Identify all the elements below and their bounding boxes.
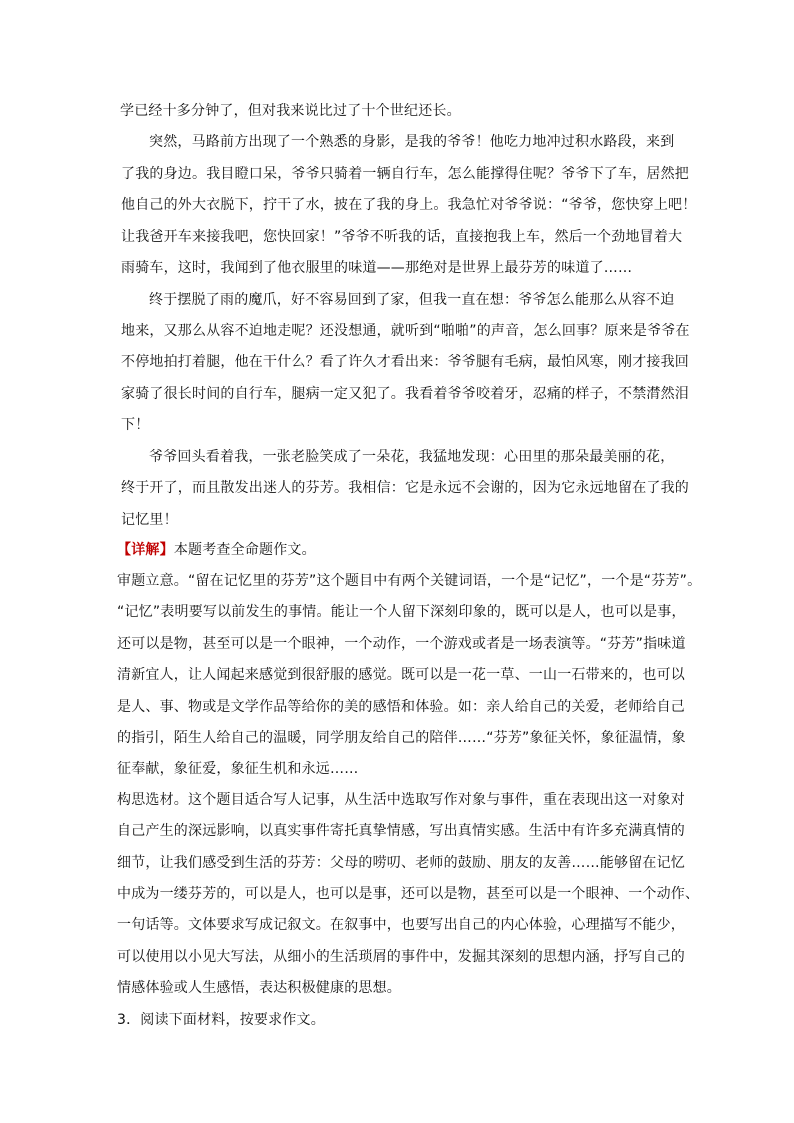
essay-line: 记忆里！ — [121, 512, 178, 528]
analysis-line: 是人、事、物或是文学作品等给你的美的感悟和体验。如：亲人给自己的关爱，老师给自己 — [117, 699, 685, 715]
analysis-line: 细节，让我们感受到生活的芬芳：父母的唠叨、老师的鼓励、朋友的友善……能够留在记忆 — [117, 855, 685, 871]
essay-line: 学已经十多分钟了，但对我来说比过了十个世纪还长。 — [120, 103, 461, 119]
analysis-line: 可以使用以小见大写法，从细小的生活琐屑的事件中，发掘其深刻的思想内涵，抒写自己的 — [117, 949, 685, 965]
analysis-line: 征奉献，象征爱，象征生机和永远…… — [117, 761, 359, 777]
analysis-line: 中成为一缕芬芳的，可以是人，也可以是事，还可以是物，甚至可以是一个眼神、一个动作、 — [117, 886, 700, 902]
essay-line: 雨骑车，这时，我闻到了他衣服里的味道——那绝对是世界上最芬芳的味道了…… — [121, 260, 633, 276]
analysis-intro: 本题考查全命题作文。 — [173, 542, 316, 558]
analysis-line: “记忆”表明要写以前发生的事情。能让一个人留下深刻印象的，既可以是人，也可以是事， — [117, 604, 686, 620]
essay-line: 了我的身边。我目瞪口呆，爷爷只骑着一辆自行车，怎么能撑得住呢？爷爷下了车，居然把 — [121, 166, 689, 182]
essay-line: 让我爸开车来接我吧，您快回家！”爷爷不听我的话，直接抱我上车，然后一个劲地冒着大 — [121, 229, 683, 245]
analysis-line: 审题立意。“留在记忆里的芬芳”这个题目中有两个关键词语，一个是“记忆”，一个是“芬芳”。 — [117, 573, 702, 589]
essay-line: 突然，马路前方出现了一个熟悉的身影，是我的爷爷！他吃力地冲过积水路段，来到 — [149, 134, 675, 150]
analysis-line: 情感体验或人生感悟，表达积极健康的思想。 — [117, 980, 401, 996]
analysis-tag: 【详解】 — [117, 542, 174, 558]
essay-line: 终于摆脱了雨的魔爪，好不容易回到了家，但我一直在想：爷爷怎么能那么从容不迫 — [149, 292, 675, 308]
essay-line: 爷爷回头看着我，一张老脸笑成了一朵花，我猛地发现：心田里的那朵最美丽的花， — [149, 449, 675, 465]
analysis-line: 清新宜人，让人闻起来感觉到很舒服的感觉。既可以是一花一草、一山一石带来的，也可以 — [117, 667, 685, 683]
essay-line: 终于开了，而且散发出迷人的芬芳。我相信：它是永远不会谢的，因为它永远地留在了我的 — [121, 480, 689, 496]
essay-line: 地来，又那么从容不迫地走呢？还没想通，就听到“啪啪”的声音，怎么回事？原来是爷爷在 — [121, 323, 690, 339]
analysis-line: 构思选材。这个题目适合写人记事，从生活中选取写作对象与事件，重在表现出这一对象对 — [117, 792, 685, 808]
essay-line: 他自己的外大衣脱下，拧干了水，披在了我的身上。我急忙对爷爷说：“爷爷，您快穿上吧！ — [121, 197, 697, 213]
analysis-heading — [117, 540, 316, 560]
essay-line: 不停地拍打着腿，他在干什么？看了许久才看出来：爷爷腿有毛病，最怕风寒，刚才接我回 — [121, 354, 689, 370]
analysis-line: 还可以是物，甚至可以是一个眼神，一个动作，一个游戏或者是一场表演等。“芬芳”指味道 — [117, 636, 686, 652]
essay-line: 家骑了很长时间的自行车，腿病一定又犯了。我看着爷爷咬着牙，忍痛的样子，不禁潸然泪 — [121, 386, 689, 402]
essay-line: 下！ — [121, 417, 150, 433]
analysis-line: 一句话等。文体要求写成记叙文。在叙事中，也要写出自己的内心体验，心理描写不能少， — [117, 917, 685, 933]
analysis-line: 的指引，陌生人给自己的温暖，同学朋友给自己的陪伴……“芬芳”象征关怀，象征温情，象 — [117, 730, 686, 746]
next-question: 3．阅读下面材料，按要求作文。 — [117, 1012, 325, 1028]
analysis-line: 自己产生的深远影响，以真实事件寄托真挚情感，写出真情实感。生活中有许多充满真情的 — [117, 823, 685, 839]
